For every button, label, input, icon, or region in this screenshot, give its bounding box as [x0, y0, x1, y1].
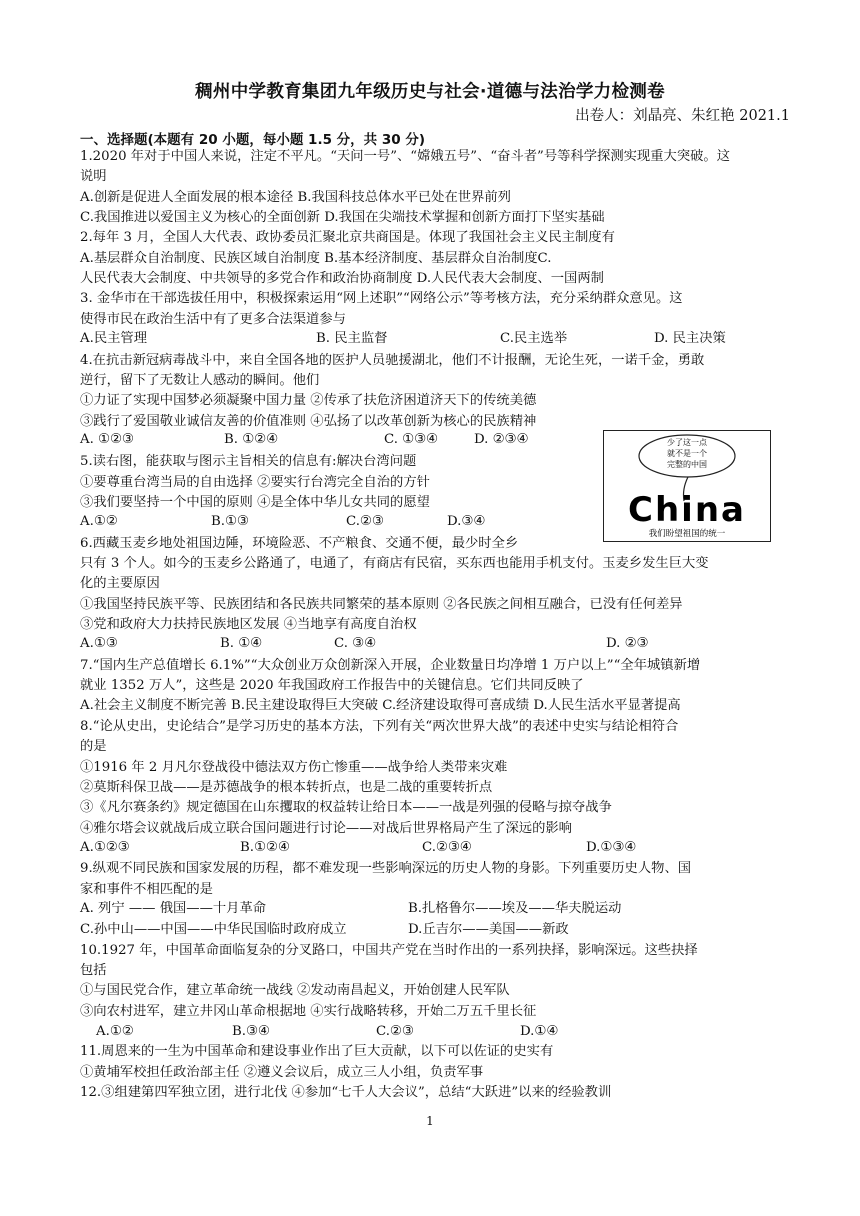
q4-option-b: B. ①②④	[224, 432, 278, 447]
china-word: China	[628, 490, 746, 530]
text-line: 家和事件不相匹配的是	[80, 881, 213, 897]
text-line: A.社会主义制度不断完善 B.民主建设取得巨大突破 C.经济建设取得可喜成绩 D.人民生活水平显著提高	[80, 698, 681, 714]
q8-option-d: D.①③④	[586, 840, 637, 855]
text-line: 逆行，留下了无数让人感动的瞬间。他们	[80, 372, 320, 388]
text-line: ①力证了实现中国梦必须凝聚中国力量 ②传承了扶危济困道济天下的传统美德	[80, 393, 537, 409]
text-line: 5.读右图，能获取与图示主旨相关的信息有:解决台湾问题	[80, 454, 417, 470]
q9-option-d: D.丘吉尔——美国——新政	[408, 922, 569, 937]
text-line: C.我国推进以爱国主义为核心的全面创新 D.我国在尖端技术掌握和创新方面打下坚实基础	[80, 210, 605, 226]
text-line: 7.“国内生产总值增长 6.1%”“大众创业万众创新深入开展，企业数量日均净增 1 万户以上”“全年城镇新增	[80, 657, 701, 673]
text-line: 1.2020 年对于中国人来说，注定不平凡。“天问一号”、“嫦娥五号”、“奋斗者”号等科学探测实现重大突破。这	[80, 149, 731, 164]
q8-option-c: C.②③④	[422, 840, 472, 855]
text-line: ①黄埔军校担任政治部主任 ②遵义会议后，成立三人小组，负责军事	[80, 1064, 484, 1080]
q6-option-a: A.①③	[80, 636, 118, 651]
text-line: 6.西藏玉麦乡地处祖国边陲，环境险恶、不产粮食、交通不便，最少时全乡	[80, 535, 519, 551]
china-unification-poster	[603, 430, 771, 542]
q10-option-c: C.②③	[376, 1024, 414, 1039]
q9-option-a: A. 列宁 —— 俄国——十月革命	[80, 901, 267, 916]
q8-option-a: A.①②③	[80, 840, 130, 855]
q8-option-b: B.①②④	[240, 840, 290, 855]
text-line: ①1916 年 2 月凡尔登战役中德法双方伤亡惨重——战争给人类带来灾难	[80, 759, 508, 775]
exam-author-date: 出卷人：刘晶亮、朱红艳 2021.1	[575, 108, 790, 124]
text-line: ③《凡尔赛条约》规定德国在山东攫取的权益转让给日本——一战是列强的侵略与掠夺战争	[80, 800, 612, 816]
text-line: ①要尊重台湾当局的自由选择 ②要实行台湾完全自治的方针	[80, 474, 430, 490]
q5-option-b: B.①③	[211, 514, 249, 529]
q6-option-c: C. ③④	[334, 636, 376, 651]
q5-option-d: D.③④	[447, 514, 486, 529]
text-line: 10.1927 年，中国革命面临复杂的分叉路口，中国共产党在当时作出的一系列抉择，影响深远。这些抉择	[80, 942, 698, 958]
text-line: 3. 金华市在干部选拔任用中，积极探索运用“网上述职”“网络公示”等考核方法，充分采纳群众意见。这	[80, 291, 683, 307]
q9-option-c: C.孙中山——中国——中华民国临时政府成立	[80, 922, 347, 937]
text-line: 化的主要原因	[80, 576, 160, 592]
section-heading: 一、选择题(本题有 20 小题，每小题 1.5 分，共 30 分)	[80, 132, 426, 148]
text-line: 8.“论从史出，史论结合”是学习历史的基本方法，下列有关“两次世界大战”的表述中史实与结论相符合	[80, 718, 679, 734]
exam-title: 稠州中学教育集团九年级历史与社会·道德与法治学力检测卷	[195, 82, 665, 102]
text-line: 9.纵观不同民族和国家发展的历程，都不难发现一些影响深远的历史人物的身影。下列重要历史人物、国	[80, 861, 692, 877]
text-line: 就业 1352 万人”，这些是 2020 年我国政府工作报告中的关键信息。它们共同反映了	[80, 678, 584, 694]
text-line: 说明	[80, 169, 107, 185]
text-line: ③党和政府大力扶持民族地区发展 ④当地享有高度自治权	[80, 617, 417, 633]
q4-option-c: C. ①③④	[384, 432, 438, 447]
text-line: A.基层群众自治制度、民族区域自治制度 B.基本经济制度、基层群众自治制度C.	[80, 250, 552, 266]
text-line: A.创新是促进人全面发展的根本途径 B.我国科技总体水平已处在世界前列	[80, 189, 511, 205]
text-line: 4.在抗击新冠病毒战斗中，来自全国各地的医护人员驰援湖北，他们不计报酬，无论生死，一诺千金，勇敢	[80, 352, 705, 368]
q4-option-a: A. ①②③	[80, 432, 134, 447]
q6-option-b: B. ①④	[220, 636, 263, 651]
q3-option-d: D. 民主决策	[654, 331, 726, 346]
caption-line-3: 完整的中国	[667, 460, 707, 469]
q3-option-a: A.民主管理	[80, 331, 148, 346]
text-line: ①与国民党合作，建立革命统一战线 ②发动南昌起义，开始创建人民军队	[80, 983, 510, 999]
text-line: 2.每年 3 月，全国人大代表、政协委员汇聚北京共商国是。体现了我国社会主义民主制度有	[80, 230, 615, 246]
text-line: 使得市民在政治生活中有了更多合法渠道参与	[80, 311, 346, 327]
page-number: 1	[426, 1114, 434, 1128]
text-line: ③向农村进军，建立井冈山革命根据地 ④实行战略转移，开始二万五千里长征	[80, 1003, 537, 1019]
q3-option-c: C.民主选举	[500, 331, 568, 346]
q5-option-c: C.②③	[346, 514, 384, 529]
text-line: 只有 3 个人。如今的玉麦乡公路通了，电通了，有商店有民宿，买东西也能用手机支付。玉麦乡发生巨大变	[80, 556, 709, 571]
text-line: ①我国坚持民族平等、民族团结和各民族共同繁荣的基本原则 ②各民族之间相互融合，已没有任何差异	[80, 596, 683, 612]
text-line: 11.周恩来的一生为中国革命和建设事业作出了巨大贡献，以下可以佐证的史实有	[80, 1044, 554, 1060]
text-line: 12.③组建第四军独立团，进行北伐 ④参加“七千人大会议”，总结“大跃进”以来的经验教训	[80, 1085, 612, 1101]
q5-option-a: A.①②	[80, 514, 118, 529]
caption-line-1: 少了这一点	[667, 438, 707, 447]
q10-option-a: A.①②	[96, 1024, 134, 1039]
caption-line-2: 就不是一个	[667, 449, 707, 458]
q10-option-d: D.①④	[520, 1024, 559, 1039]
q4-option-d: D. ②③④	[474, 432, 529, 447]
text-line: 的是	[80, 739, 107, 755]
text-line: 包括	[80, 963, 107, 978]
q6-option-d: D. ②③	[606, 636, 649, 651]
text-line: ②莫斯科保卫战——是苏德战争的根本转折点，也是二战的重要转折点	[80, 779, 493, 795]
q9-option-b: B.扎格鲁尔——埃及——华夫脱运动	[408, 901, 622, 916]
poster-caption: 我们盼望祖国的统一	[648, 529, 726, 539]
q3-option-b: B. 民主监督	[316, 331, 388, 346]
text-line: ③践行了爱国敬业诚信友善的价值准则 ④弘扬了以改革创新为核心的民族精神	[80, 413, 537, 429]
text-line: ④雅尔塔会议就战后成立联合国问题进行讨论——对战后世界格局产生了深远的影响	[80, 820, 572, 836]
text-line: 人民代表大会制度、中共领导的多党合作和政治协商制度 D.人民代表大会制度、一国两制	[80, 271, 604, 287]
q10-option-b: B.③④	[232, 1024, 270, 1039]
text-line: ③我们要坚持一个中国的原则 ④是全体中华儿女共同的愿望	[80, 494, 430, 510]
